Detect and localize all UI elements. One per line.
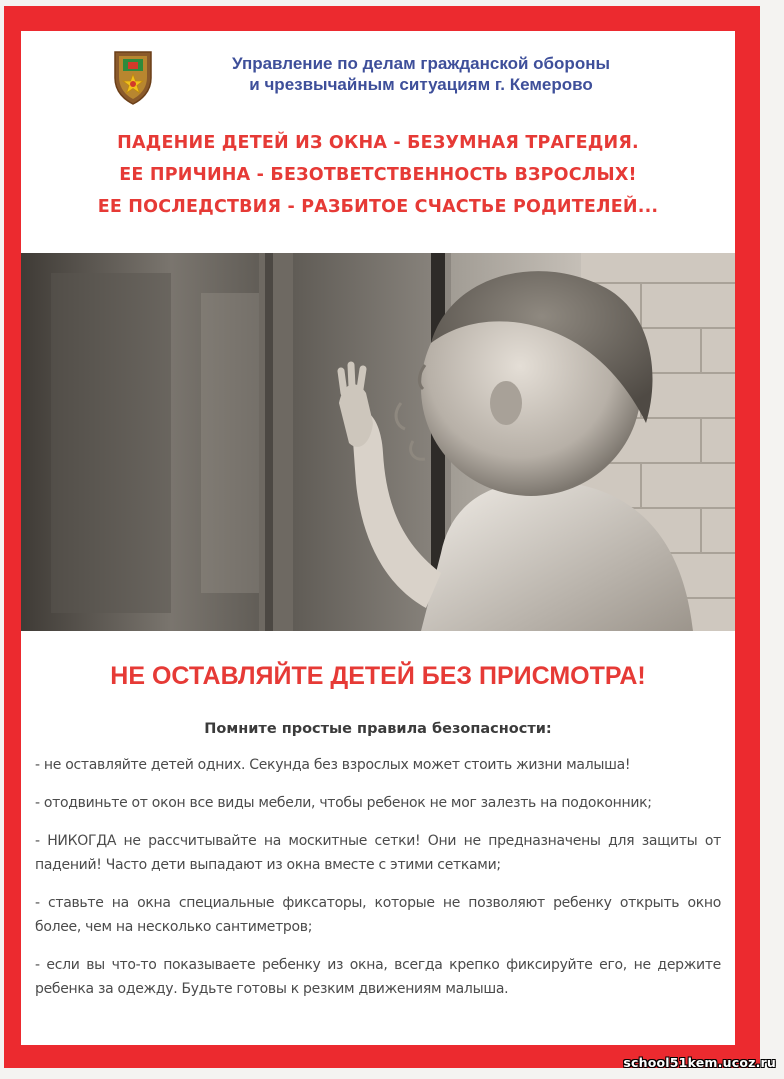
headline — [21, 127, 735, 223]
agency-line-2: и чрезвычайным ситуациям г. Кемерово — [249, 75, 593, 94]
rule-item: - если вы что-то показываете ребенку из окна, всегда крепко фиксируйте его, не держите ребенка за одежду. Будьте готовы к резким движениям малыша. — [35, 957, 721, 997]
headline-line-2: ЕЕ ПРИЧИНА - БЕЗОТВЕТСТВЕННОСТЬ ВЗРОСЛЫХ! — [119, 165, 637, 185]
rule-item: - ставьте на окна специальные фиксаторы, которые не позволяют ребенку открыть окно более, чем на несколько сантиметров; — [35, 895, 721, 935]
city-emblem-icon — [111, 48, 155, 106]
rule-item: - НИКОГДА не рассчитывайте на москитные сетки! Они не предназначены для защиты от падений! Часто дети выпадают из окна вместе с этими сетками; — [35, 833, 721, 873]
agency-line-1: Управление по делам гражданской обороны — [232, 54, 610, 73]
agency-name — [171, 53, 671, 95]
poster-red-frame — [4, 6, 760, 1068]
rule-item: - отодвиньте от окон все виды мебели, чтобы ребенок не мог залезть на подоконник; — [35, 795, 652, 811]
poster-body — [21, 31, 735, 1045]
main-title: НЕ ОСТАВЛЯЙТЕ ДЕТЕЙ БЕЗ ПРИСМОТРА! — [110, 662, 646, 690]
rule-item: - не оставляйте детей одних. Секунда без взрослых может стоить жизни малыша! — [35, 757, 631, 773]
site-watermark: school51kem.ucoz.ru — [623, 1055, 776, 1070]
safety-rules-list — [35, 753, 721, 1015]
headline-line-3: ЕЕ ПОСЛЕДСТВИЯ - РАЗБИТОЕ СЧАСТЬЕ РОДИТЕЛЕЙ... — [97, 197, 659, 217]
child-at-window-photo — [21, 253, 735, 631]
headline-line-1: ПАДЕНИЕ ДЕТЕЙ ИЗ ОКНА - БЕЗУМНАЯ ТРАГЕДИЯ. — [117, 133, 639, 153]
rules-subtitle: Помните простые правила безопасности: — [204, 721, 552, 737]
